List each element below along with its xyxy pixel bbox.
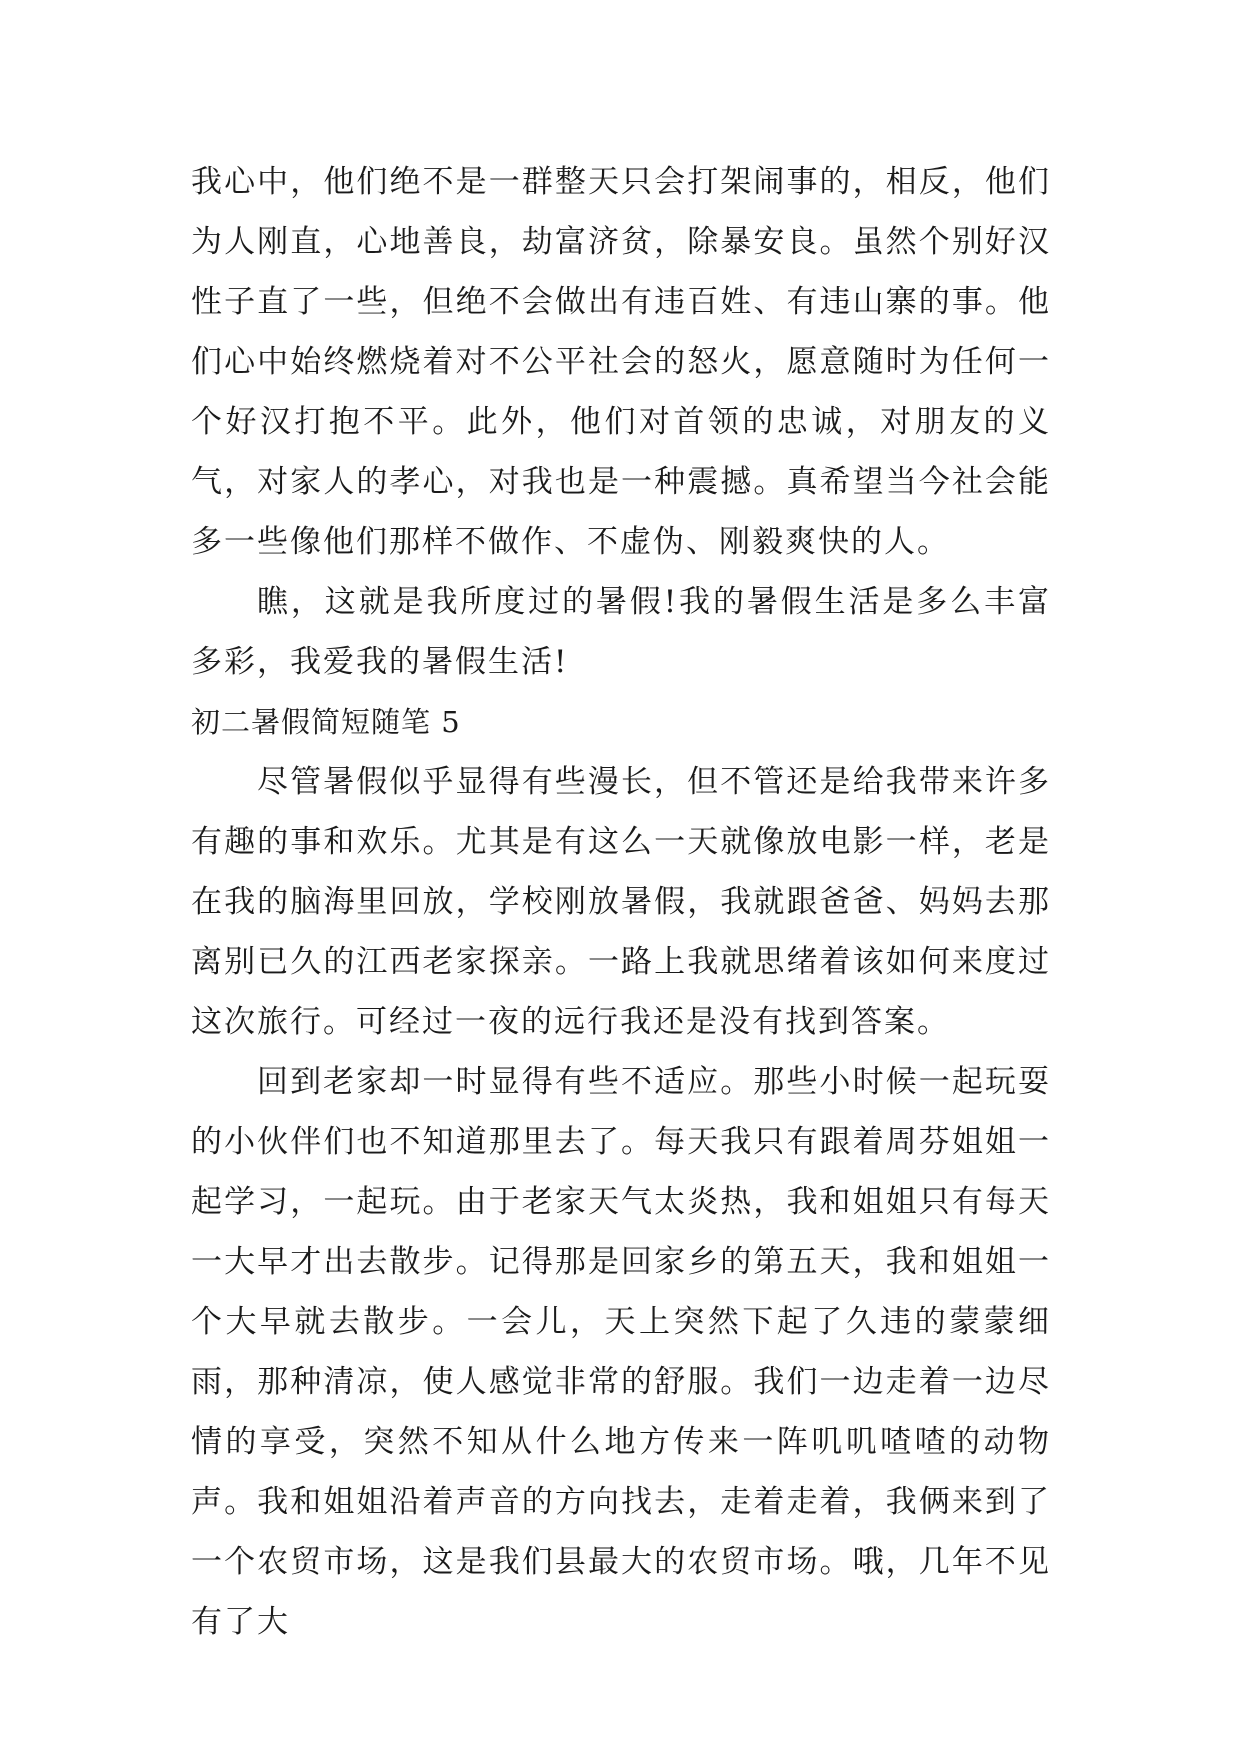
paragraph-intro: 尽管暑假似乎显得有些漫长，但不管还是给我带来许多有趣的事和欢乐。尤其是有这么一天就像放电影一样，老是在我的脑海里回放，学校刚放暑假，我就跟爸爸、妈妈去那离别已久的江西老家探亲。一路上我就思绪着该如何来度过这次旅行。可经过一夜的远行我还是没有找到答案。 (191, 764, 1051, 1040)
section-heading: 初二暑假简短随笔 5 (191, 705, 461, 739)
paragraph-continued: 我心中，他们绝不是一群整天只会打架闹事的，相反，他们为人刚直，心地善良，劫富济贫，除暴安良。虽然个别好汉性子直了一些，但绝不会做出有违百姓、有违山寨的事。他们心中始终燃烧着对不公平社会的怒火，愿意随时为任何一个好汉打抱不平。此外，他们对首领的忠诚，对朋友的义气，对家人的孝心，对我也是一种震撼。真希望当今社会能多一些像他们那样不做作、不虚伪、刚毅爽快的人。 (191, 164, 1051, 560)
paragraph-summer-summary: 瞧，这就是我所度过的暑假!我的暑假生活是多么丰富多彩，我爱我的暑假生活! (191, 584, 1051, 680)
paragraph-hometown: 回到老家却一时显得有些不适应。那些小时候一起玩耍的小伙伴们也不知道那里去了。每天我只有跟着周芬姐姐一起学习，一起玩。由于老家天气太炎热，我和姐姐只有每天一大早才出去散步。记得那是回家乡的第五天，我和姐姐一个大早就去散步。一会儿，天上突然下起了久违的蒙蒙细雨，那种清凉，使人感觉非常的舒服。我们一边走着一边尽情的享受，突然不知从什么地方传来一阵叽叽喳喳的动物声。我和姐姐沿着声音的方向找去，走着走着，我俩来到了一个农贸市场，这是我们县最大的农贸市场。哦，几年不见有了大 (191, 1064, 1051, 1640)
document-body (191, 152, 1051, 1652)
